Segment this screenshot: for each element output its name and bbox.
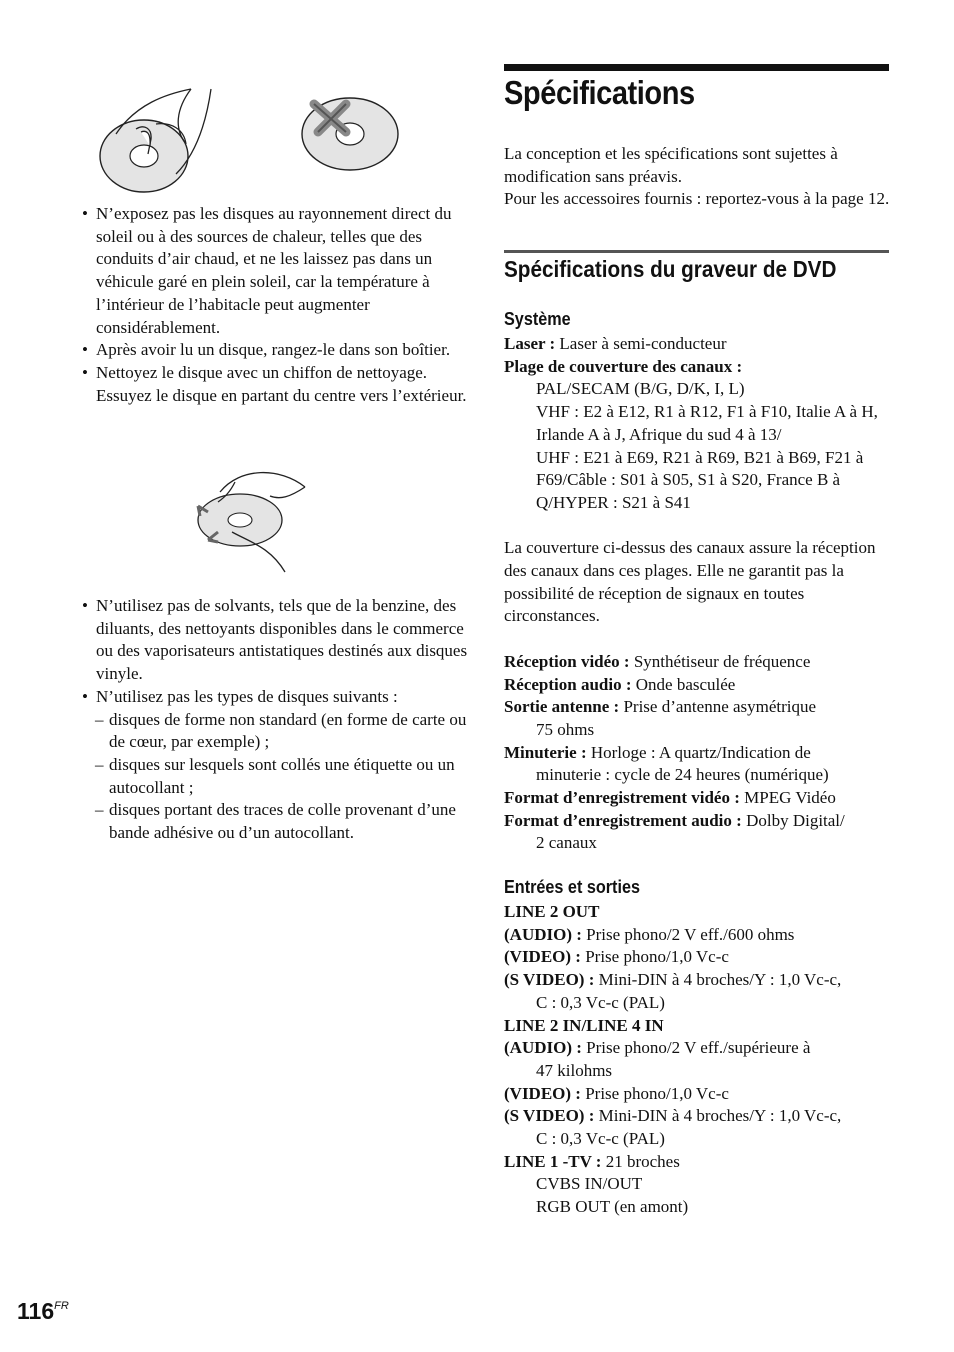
reception-video-label: Réception vidéo : bbox=[504, 651, 630, 671]
sortie-antenne-value-2: 75 ohms bbox=[536, 719, 595, 739]
format-audio-row bbox=[504, 810, 894, 833]
intro-paragraph-1: La conception et les spécifications sont sujettes à modification sans préavis. bbox=[504, 144, 838, 186]
l2o-svideo-value: Mini-DIN à 4 broches/Y : 1,0 Vc-c, bbox=[598, 970, 842, 990]
l2i-svideo-value: Mini-DIN à 4 broches/Y : 1,0 Vc-c, bbox=[598, 1106, 842, 1126]
minuterie-value-2: minuterie : cycle de 24 heures (numérique) bbox=[536, 765, 829, 785]
line1-tv-label: LINE 1 -TV : bbox=[504, 1151, 602, 1171]
l2i-video-value: Prise phono/1,0 Vc-c bbox=[585, 1083, 729, 1103]
line1-tv-value-3: RGB OUT (en amont) bbox=[536, 1197, 689, 1217]
disc-cleaning-illustration bbox=[190, 462, 310, 580]
minuterie-row bbox=[504, 742, 894, 765]
disc-handling-illustration bbox=[96, 84, 406, 199]
laser-row bbox=[504, 333, 894, 356]
care-bullet-storage bbox=[80, 339, 470, 362]
reception-video-row bbox=[504, 651, 894, 674]
l2i-audio-value-2: 47 kilohms bbox=[536, 1060, 613, 1080]
bullet-mark: • bbox=[82, 686, 88, 706]
title-rule bbox=[504, 64, 889, 71]
svideo-label: (S VIDEO) : bbox=[504, 1106, 595, 1126]
dash-text: disques de forme non standard (en forme de carte ou de cœur, par exemple) ; bbox=[109, 709, 467, 752]
format-video-row bbox=[504, 787, 894, 810]
bullet-mark: • bbox=[82, 362, 88, 382]
systeme-section bbox=[504, 308, 894, 855]
sortie-antenne-label: Sortie antenne : bbox=[504, 697, 620, 717]
sortie-antenne-value: Prise d’antenne asymétrique bbox=[623, 697, 817, 717]
l2o-svideo-row bbox=[504, 969, 894, 992]
line1-tv-value-2: CVBS IN/OUT bbox=[536, 1174, 643, 1194]
dash-text: disques portant des traces de colle provenant d’une bande adhésive ou d’un autocollant. bbox=[109, 800, 456, 843]
plage-label: Plage de couverture des canaux : bbox=[504, 356, 743, 376]
line2-out-label: LINE 2 OUT bbox=[504, 902, 600, 921]
dash-mark: – bbox=[95, 800, 104, 820]
format-audio-value: Dolby Digital/ bbox=[746, 810, 845, 830]
svideo-label: (S VIDEO) : bbox=[504, 970, 595, 990]
reception-audio-value: Onde basculée bbox=[635, 674, 736, 694]
l2i-audio-row bbox=[504, 1037, 894, 1060]
page-title: Spécifications bbox=[504, 74, 695, 111]
line1-tv-value: 21 broches bbox=[605, 1151, 680, 1171]
disc-type-item bbox=[80, 799, 470, 844]
audio-label: (AUDIO) : bbox=[504, 924, 582, 944]
format-video-label: Format d’enregistrement vidéo : bbox=[504, 788, 740, 808]
subtitle-rule bbox=[504, 250, 889, 253]
bullet-text: Après avoir lu un disque, rangez-le dans son boîtier. bbox=[96, 340, 451, 360]
entrees-sorties-section bbox=[504, 876, 894, 1219]
entrees-sorties-heading: Entrées et sorties bbox=[504, 877, 640, 897]
l2o-video-value: Prise phono/1,0 Vc-c bbox=[585, 947, 729, 967]
plage-line: PAL/SECAM (B/G, D/K, I, L) bbox=[536, 379, 745, 399]
format-audio-value-2: 2 canaux bbox=[536, 833, 597, 853]
disc-type-item bbox=[80, 754, 470, 799]
laser-label: Laser : bbox=[504, 334, 556, 353]
section-subtitle: Spécifications du graveur de DVD bbox=[504, 256, 837, 282]
reception-audio-row bbox=[504, 674, 894, 697]
minuterie-value: Horloge : A quartz/Indication de bbox=[590, 742, 811, 762]
format-audio-label: Format d’enregistrement audio : bbox=[504, 810, 742, 830]
format-video-value: MPEG Vidéo bbox=[744, 788, 836, 808]
disc-type-item bbox=[80, 709, 470, 754]
dash-mark: – bbox=[95, 709, 104, 729]
intro-paragraph-2: Pour les accessoires fournis : reportez-vous à la page 12. bbox=[504, 189, 890, 209]
intro-text bbox=[504, 143, 894, 211]
bullet-text: Nettoyez le disque avec un chiffon de nettoyage. Essuyez le disque en partant du centre vers l’extérieur. bbox=[96, 362, 467, 405]
l2i-svideo-value-2: C : 0,3 Vc-c (PAL) bbox=[536, 1129, 665, 1149]
bullet-mark: • bbox=[82, 204, 88, 223]
systeme-heading: Système bbox=[504, 309, 571, 329]
care-bullet-solvents bbox=[80, 595, 470, 686]
line2-in-line4-in-label: LINE 2 IN/LINE 4 IN bbox=[504, 1015, 664, 1035]
video-label: (VIDEO) : bbox=[504, 947, 581, 967]
bullet-text: N’utilisez pas de solvants, tels que de la benzine, des diluants, des nettoyants disponibles dans le commerce ou des vaporisateurs antistatiques destinés aux disques vinyle. bbox=[96, 596, 468, 684]
bullet-text: N’exposez pas les disques au rayonnement direct du soleil ou à des sources de chaleur, telles que des conduits d’air chaud, et ne les laissez pas dans un véhicule garé en plein soleil, car la température à l’intérieur de l’habitacle peut augmenter considérablement. bbox=[96, 204, 452, 337]
care-bullet-disc-types bbox=[80, 686, 470, 709]
care-bullet-cleaning bbox=[80, 362, 470, 407]
bullet-mark: • bbox=[82, 340, 88, 360]
l2o-video-row bbox=[504, 946, 894, 969]
l2i-audio-value: Prise phono/2 V eff./supérieure à bbox=[586, 1038, 811, 1058]
sortie-antenne-row bbox=[504, 696, 894, 719]
laser-value: Laser à semi-conducteur bbox=[559, 334, 727, 353]
page-number-value: 116 bbox=[17, 1298, 55, 1324]
care-bullet-sunlight bbox=[80, 203, 470, 339]
coverage-note: La couverture ci-dessus des canaux assure la réception des canaux dans ces plages. Elle ne garantit pas la possibilité de réception de signaux en toutes circonstances. bbox=[504, 538, 876, 626]
plage-line: UHF : E21 à E69, R21 à R69, B21 à B69, F21 à F69/Câble : S01 à S05, S1 à S20, France B à Q/HYPER : S21 à S41 bbox=[536, 447, 864, 512]
plage-line: VHF : E2 à E12, R1 à R12, F1 à F10, Italie A à H, Irlande A à J, Afrique du sud 4 à 13/ bbox=[536, 402, 878, 444]
reception-audio-label: Réception audio : bbox=[504, 674, 632, 694]
line1-tv-row bbox=[504, 1151, 894, 1174]
bullet-text: N’utilisez pas les types de disques suivants : bbox=[96, 686, 398, 706]
plage-row bbox=[504, 356, 894, 379]
l2o-svideo-value-2: C : 0,3 Vc-c (PAL) bbox=[536, 992, 665, 1012]
page-number bbox=[17, 1298, 69, 1325]
l2o-audio-value: Prise phono/2 V eff./600 ohms bbox=[586, 924, 795, 944]
reception-video-value: Synthétiseur de fréquence bbox=[633, 651, 811, 671]
audio-label: (AUDIO) : bbox=[504, 1038, 582, 1058]
dash-mark: – bbox=[95, 754, 104, 774]
bullet-mark: • bbox=[82, 596, 88, 615]
page-lang-tag: FR bbox=[54, 1300, 69, 1312]
dash-text: disques sur lesquels sont collés une étiquette ou un autocollant ; bbox=[109, 754, 455, 797]
video-label: (VIDEO) : bbox=[504, 1083, 581, 1103]
l2i-video-row bbox=[504, 1083, 894, 1106]
l2o-audio-row bbox=[504, 924, 894, 947]
l2i-svideo-row bbox=[504, 1105, 894, 1128]
minuterie-label: Minuterie : bbox=[504, 742, 587, 762]
